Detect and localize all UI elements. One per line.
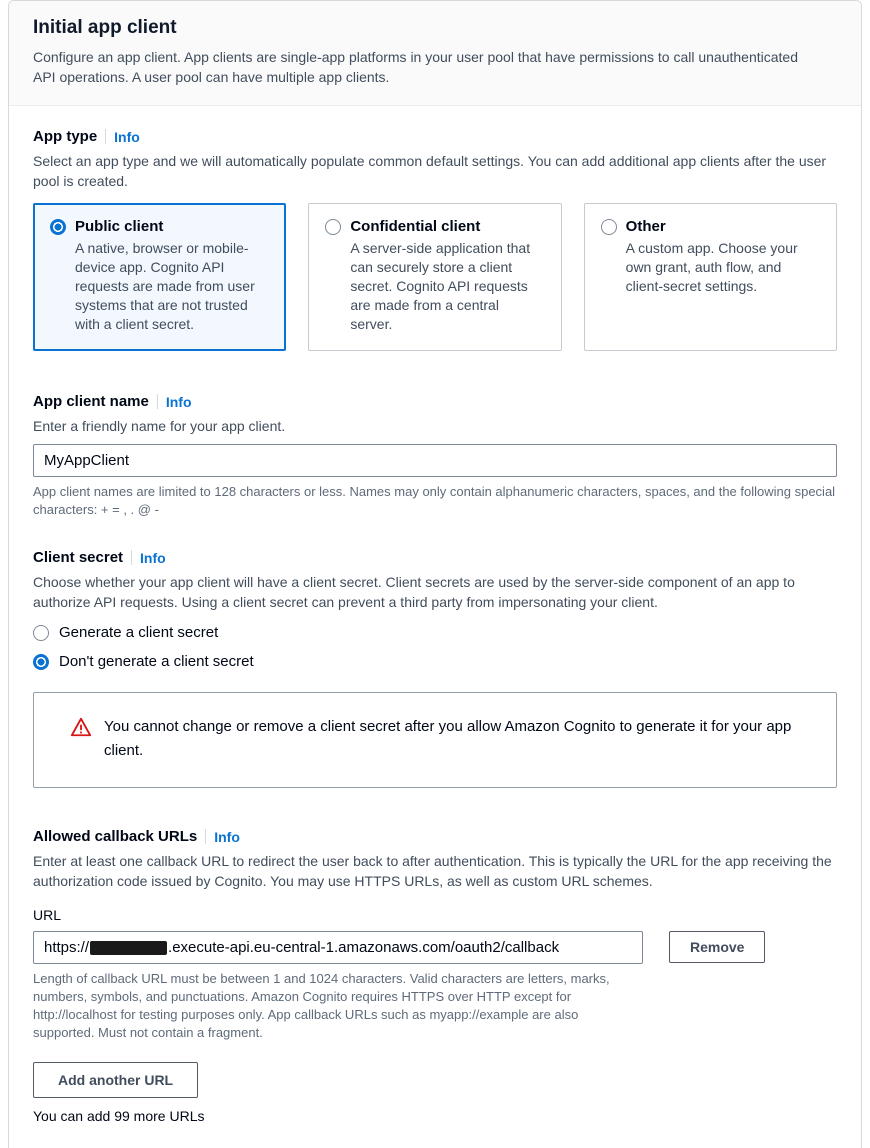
radio-generate-client-secret[interactable] xyxy=(33,624,837,641)
initial-app-client-container xyxy=(8,0,862,1148)
client-secret-warning-alert xyxy=(33,692,837,788)
radio-checked-icon[interactable] xyxy=(33,654,49,670)
redacted-url-part xyxy=(90,941,167,955)
url-prefix: https:// xyxy=(44,939,90,956)
card-title: Other xyxy=(625,218,666,235)
card-description: A server-side application that can securely store a client secret. Cognito API requests are made from a central server. xyxy=(350,240,531,332)
app-client-name-input[interactable] xyxy=(33,444,837,477)
radio-unchecked-icon[interactable] xyxy=(33,625,49,641)
container-header xyxy=(9,1,861,106)
client-secret-description: Choose whether your app client will have a client secret. Client secrets are used by the server-side component of an app to authorize API requests. Using a client secret can prevent a third party from impersonating your client. xyxy=(33,574,795,610)
warning-triangle-icon xyxy=(70,716,92,763)
app-type-cards xyxy=(33,203,837,351)
app-client-name-description: Enter a friendly name for your app client. xyxy=(33,418,286,434)
urls-remaining-text: You can add 99 more URLs xyxy=(33,1108,205,1124)
page-title: Initial app client xyxy=(33,17,177,38)
app-type-section xyxy=(33,128,837,351)
radio-label: Generate a client secret xyxy=(59,624,219,641)
card-title: Confidential client xyxy=(350,218,481,235)
add-another-url-button[interactable]: Add another URL xyxy=(33,1062,198,1098)
radio-unchecked-icon[interactable] xyxy=(325,219,341,235)
app-type-info-link[interactable]: Info xyxy=(114,128,140,145)
radio-label: Don't generate a client secret xyxy=(59,653,254,670)
page-description: Configure an app client. App clients are single-app platforms in your user pool that have permissions to call unauthenticated API operations. A user pool can have multiple app clients. xyxy=(33,49,799,85)
warning-text: You cannot change or remove a client secret after you allow Amazon Cognito to generate it for your app client. xyxy=(104,718,792,759)
url-field-label: URL xyxy=(33,907,62,923)
radio-checked-icon[interactable] xyxy=(50,219,66,235)
app-type-description: Select an app type and we will automatically populate common default settings. You can add additional app clients after the user pool is created. xyxy=(33,153,827,189)
radio-dont-generate-client-secret[interactable] xyxy=(33,653,837,670)
callback-urls-info-link[interactable]: Info xyxy=(214,828,240,845)
client-secret-section xyxy=(33,549,837,788)
app-type-card-other[interactable] xyxy=(584,203,837,351)
app-type-label: App type xyxy=(33,128,98,145)
callback-url-input[interactable] xyxy=(33,931,643,964)
client-secret-info-link[interactable]: Info xyxy=(140,549,166,566)
url-suffix: .execute-api.eu-central-1.amazonaws.com/oauth2/callback xyxy=(168,939,560,956)
label-divider xyxy=(105,129,106,144)
callback-urls-description: Enter at least one callback URL to redirect the user back to after authentication. This is typically the URL for the app receiving the authorization code issued by Cognito. You may use HTTPS URLs, as well as custom URL schemes. xyxy=(33,853,832,889)
card-title: Public client xyxy=(75,218,164,235)
app-client-name-label: App client name xyxy=(33,393,149,410)
label-divider xyxy=(131,550,132,565)
app-client-name-constraint: App client names are limited to 128 characters or less. Names may only contain alphanumeric characters, spaces, and the following special characters: + = , . @ - xyxy=(33,484,836,517)
label-divider xyxy=(157,394,158,409)
label-divider xyxy=(205,829,206,844)
card-description: A custom app. Choose your own grant, auth flow, and client-secret settings. xyxy=(625,240,798,294)
allowed-callback-urls-section xyxy=(33,828,837,1124)
callback-url-constraint: Length of callback URL must be between 1 and 1024 characters. Valid characters are letters, marks, numbers, symbols, and punctuations. Amazon Cognito requires HTTPS over HTTP except for http://localhost for testing purposes only. App callback URLs such as myapp://example are also supported. Must not contain a fragment. xyxy=(33,971,610,1040)
card-description: A native, browser or mobile-device app. Cognito API requests are made from user systems that are not trusted with a client secret. xyxy=(75,240,255,332)
radio-unchecked-icon[interactable] xyxy=(601,219,617,235)
app-client-name-value: MyAppClient xyxy=(44,452,130,469)
app-client-name-section xyxy=(33,393,837,519)
app-type-card-confidential-client[interactable] xyxy=(308,203,561,351)
app-type-card-public-client[interactable] xyxy=(33,203,286,351)
callback-urls-label: Allowed callback URLs xyxy=(33,828,198,845)
client-secret-label: Client secret xyxy=(33,549,124,566)
app-client-name-info-link[interactable]: Info xyxy=(165,393,192,410)
remove-url-button[interactable]: Remove xyxy=(669,931,765,963)
